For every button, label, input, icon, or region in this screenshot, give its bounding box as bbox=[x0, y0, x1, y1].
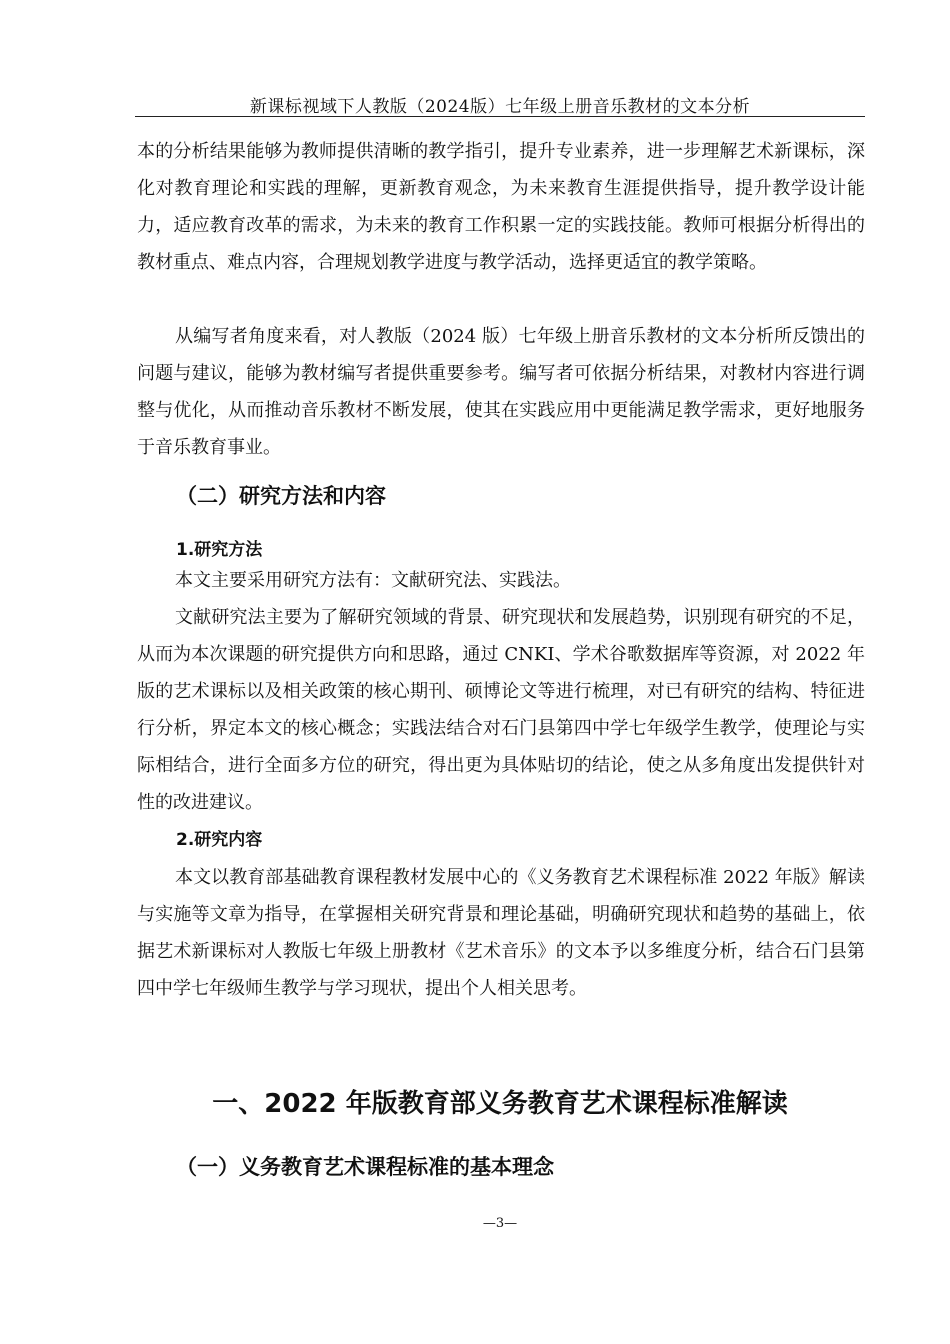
paragraph-methods-summary: 本文主要采用研究方法有：文献研究法、实践法。 bbox=[175, 570, 571, 591]
paragraph-analysis-results: 本的分析结果能够为教师提供清晰的教学指引，提升专业素养，进一步理解艺术新课标，深化对教育理论和实践的理解，更新教育观念，为未来教育生涯提供指导，提升教学设计能力，适应教育改革的需求，为未来的教育工作积累一定的实践技能。教师可根据分析得出的教材重点、难点内容，合理规划教学进度与教学活动，选择更适宜的教学策略。 bbox=[137, 141, 865, 273]
paragraph-literature-method: 文献研究法主要为了解研究领域的背景、研究现状和发展趋势，识别现有研究的不足，从而为本次课题的研究提供方向和思路，通过 CNKI、学术谷歌数据库等资源，对 2022 年版的艺术课标以及相关政策的核心期刊、硕博论文等进行梳理，对已有研究的结构、特征进行分析，界定本文的核心概念；实践法结合对石门县第四中学七年级学生教学，使理论与实际相结合，进行全面多方位的研究，得出更为具体贴切的结论，使之从多角度出发提供针对性的改进建议。 bbox=[137, 607, 865, 813]
page-number: —3— bbox=[482, 1216, 518, 1231]
chapter-heading: 一、2022 年版教育部义务教育艺术课程标准解读 bbox=[212, 1089, 788, 1119]
section-heading-methods-content: （二）研究方法和内容 bbox=[176, 484, 386, 508]
item-heading-research-content: 2.研究内容 bbox=[176, 830, 263, 850]
header-rule bbox=[135, 116, 865, 117]
paragraph-editor-perspective: 从编写者角度来看，对人教版（2024 版）七年级上册音乐教材的文本分析所反馈出的问题与建议，能够为教材编写者提供重要参考。编写者可依据分析结果，对教材内容进行调整与优化，从而推动音乐教材不断发展，使其在实践应用中更能满足教学需求，更好地服务于音乐教育事业。 bbox=[137, 326, 865, 458]
subsection-heading-basic-concepts: （一）义务教育艺术课程标准的基本理念 bbox=[176, 1155, 554, 1179]
running-header: 新课标视域下人教版（2024版）七年级上册音乐教材的文本分析 bbox=[249, 97, 751, 117]
item-heading-research-methods: 1.研究方法 bbox=[176, 540, 263, 560]
paragraph-research-content: 本文以教育部基础教育课程教材发展中心的《义务教育艺术课程标准 2022 年版》解读与实施等文章为指导，在掌握相关研究背景和理论基础，明确研究现状和趋势的基础上，依据艺术新课标对人教版七年级上册教材《艺术音乐》的文本予以多维度分析，结合石门县第四中学七年级师生教学与学习现状，提出个人相关思考。 bbox=[137, 867, 865, 999]
